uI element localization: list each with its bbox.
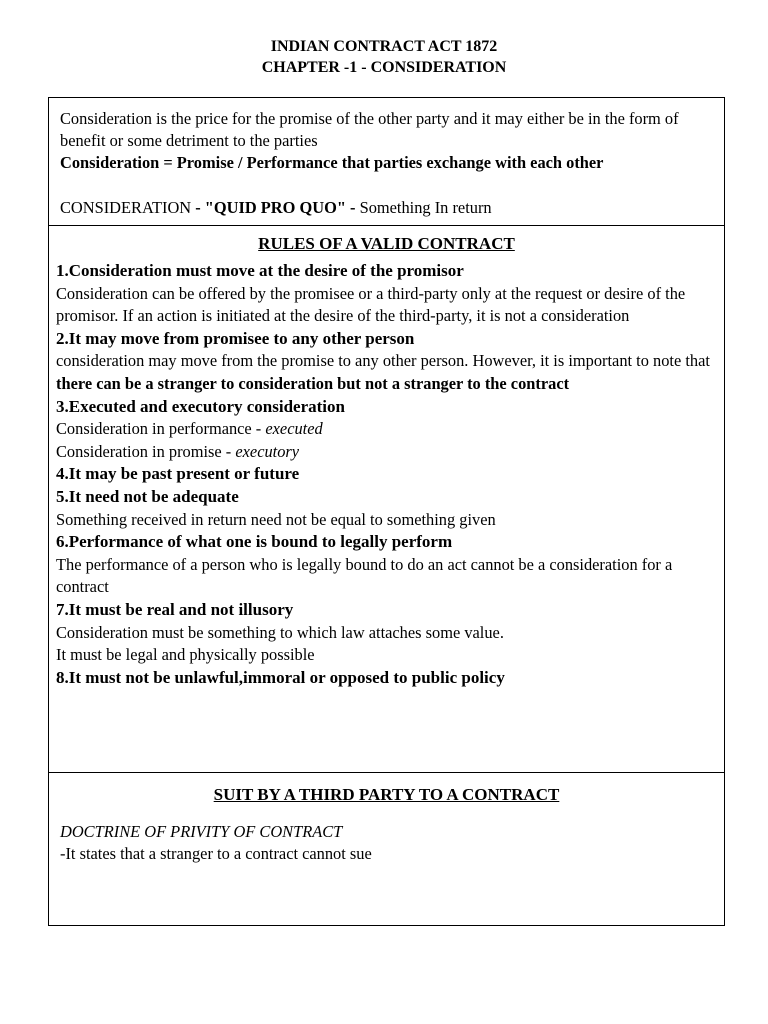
third-party-box bbox=[48, 772, 725, 926]
third-party-section-title: SUIT BY A THIRD PARTY TO A CONTRACT bbox=[213, 785, 560, 804]
rule-7-line-2: It must be legal and physically possible bbox=[56, 645, 315, 665]
act-title: INDIAN CONTRACT ACT 1872 bbox=[270, 38, 498, 55]
rules-list bbox=[49, 255, 724, 689]
quid-prefix: CONSIDERATION bbox=[60, 198, 196, 217]
rule-1-heading: 1.Consideration must move at the desire of the promisor bbox=[56, 261, 464, 280]
quid-pro-quo-line bbox=[60, 197, 720, 219]
rule-3-line-1 bbox=[56, 418, 724, 441]
doctrine-statement: -It states that a stranger to a contract cannot sue bbox=[60, 844, 372, 863]
rule-1-text: Consideration can be offered by the promisee or a third-party only at the request or desire of the promisor. If an action is initiated at the desire of the third-party, it is not a consideration bbox=[56, 283, 686, 326]
third-party-content bbox=[49, 806, 724, 865]
rule-8-heading: 8.It must not be unlawful,immoral or opposed to public policy bbox=[56, 667, 505, 687]
definition-text: Consideration is the price for the promise of the other party and it may either be in the form of benefit or some detriment to the parties bbox=[60, 109, 679, 150]
rule-2-heading: 2.It may move from promisee to any other person bbox=[56, 328, 415, 348]
chapter-title: CHAPTER -1 - CONSIDERATION bbox=[261, 59, 507, 76]
rule-7-line-1: Consideration must be something to which law attaches some value. bbox=[56, 622, 504, 642]
rule-3-line-1-plain: Consideration in performance - bbox=[56, 419, 266, 439]
rule-2-text-plain: consideration may move from the promise to any other person. However, it is important to note that bbox=[56, 351, 710, 371]
rule-3-line-2-plain: Consideration in promise - bbox=[56, 441, 236, 461]
rule-3-line-2 bbox=[56, 441, 724, 464]
rule-6-text: The performance of a person who is legally bound to do an act cannot be a consideration for a contract bbox=[56, 554, 673, 597]
quid-suffix: Something In return bbox=[355, 198, 492, 217]
quid-bold: - "QUID PRO QUO" - bbox=[195, 198, 356, 217]
rule-4-heading: 4.It may be past present or future bbox=[56, 464, 300, 484]
rule-5-heading: 5.It need not be adequate bbox=[56, 486, 239, 506]
rule-7-heading: 7.It must be real and not illusory bbox=[56, 599, 294, 619]
rules-box bbox=[48, 225, 725, 773]
rule-5-text: Something received in return need not be equal to something given bbox=[56, 509, 496, 529]
spacer bbox=[60, 174, 720, 197]
rule-3-line-1-italic: executed bbox=[265, 419, 323, 439]
definition-content bbox=[60, 108, 720, 219]
rule-2-text-bold: there can be a stranger to consideration but not a stranger to the contract bbox=[56, 373, 570, 393]
rules-section-title: RULES OF A VALID CONTRACT bbox=[258, 234, 515, 253]
rule-6-heading: 6.Performance of what one is bound to legally perform bbox=[56, 532, 453, 552]
rule-2-text bbox=[56, 350, 724, 395]
formula-text: Consideration = Promise / Performance that parties exchange with each other bbox=[60, 153, 604, 172]
rule-3-heading: 3.Executed and executory consideration bbox=[56, 396, 345, 416]
document-header bbox=[0, 36, 768, 78]
definition-box bbox=[48, 97, 725, 226]
rule-3-line-2-italic: executory bbox=[235, 441, 300, 461]
doctrine-title: DOCTRINE OF PRIVITY OF CONTRACT bbox=[60, 822, 343, 841]
